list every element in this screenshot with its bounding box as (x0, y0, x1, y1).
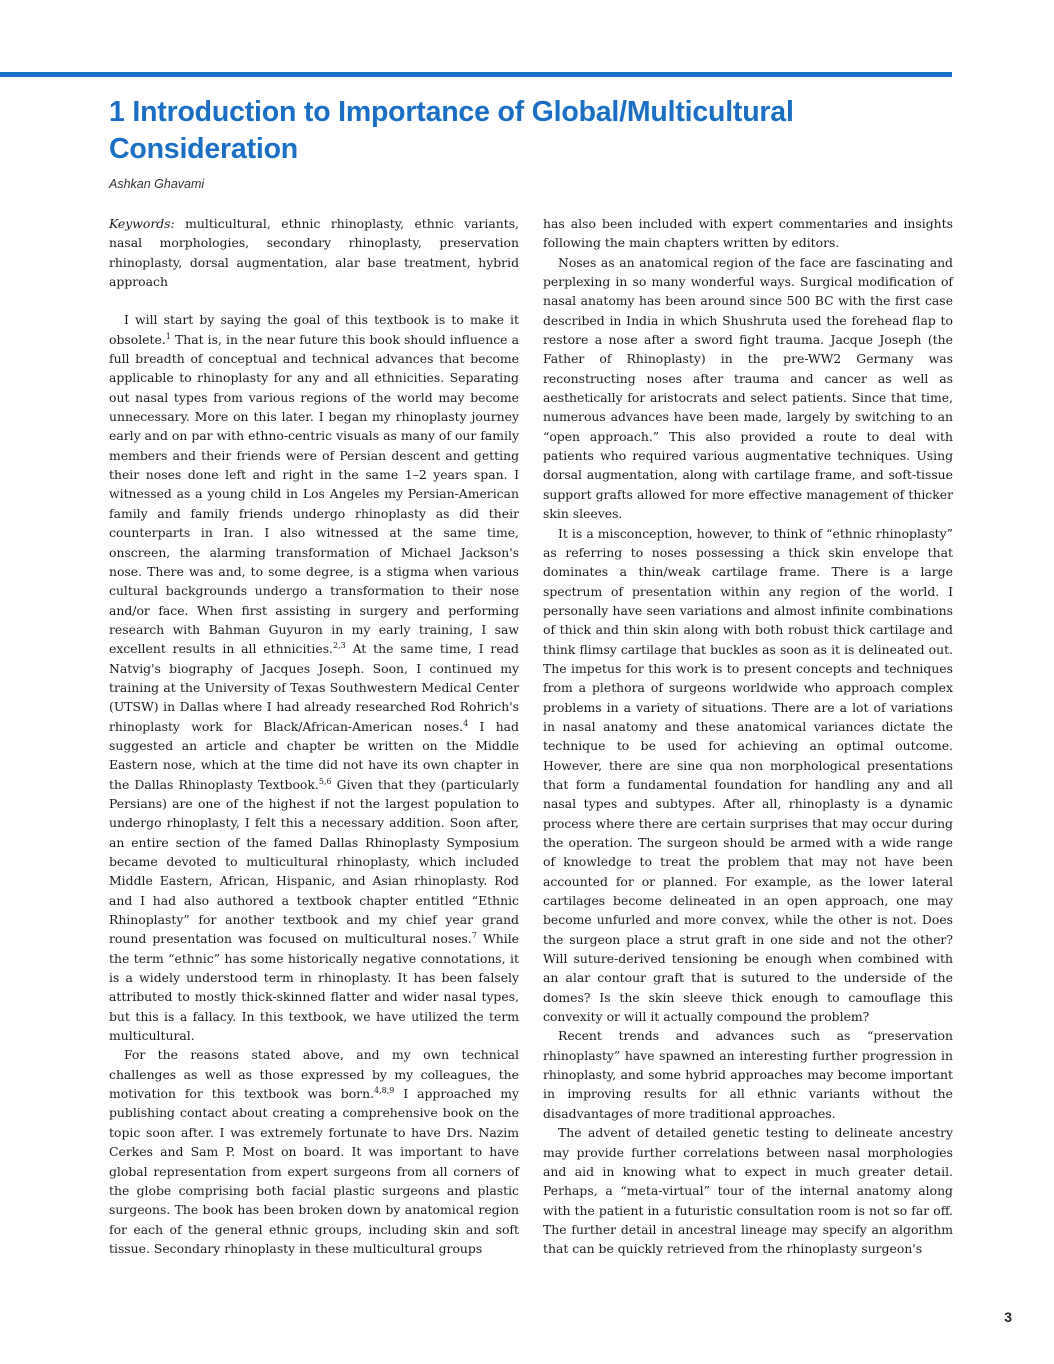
body-paragraph (109, 1045, 519, 1258)
page-number: 3 (1004, 1309, 1012, 1325)
keywords-paragraph (109, 214, 519, 291)
citation: 1 (165, 331, 171, 341)
text-run: For the reasons stated above, and my own technical challenges as well as those expressed by my colleagues, the motivation for this textbook was born. (109, 1047, 519, 1102)
text-run: That is, in the near future this book should influence a full breadth of conceptual and technical advances that become applicable to rhinoplasty for any and all ethnicities. Separating out nasal types from various regions of the world may become unnecessary. More on this later. I began my rhinoplasty journey early and on par with ethno-centric visuals as many of our family members and their friends were of Persian descent and getting their noses done left and right in the same 1–2 years span. I witnessed as a young child in Los Angeles my Persian-American family and family friends undergo rhinoplasty as did their counterparts in Iran. I also witnessed at the same time, onscreen, the alarming transformation of Michael Jackson's nose. There was and, to some degree, is a stigma when various cultural backgrounds undergo a transformation to their nose and/or face. When first assisting in surgery and performing research with Bahman Guyuron in my early training, I saw excellent results in all ethnicities. (109, 331, 519, 657)
body-paragraph: It is a misconception, however, to think of “ethnic rhinoplasty” as referring to noses possessing a thick skin envelope that dominates a thin/weak cartilage frame. There is a large spectrum of presentation within any region of the world. I personally have seen variations and almost infinite combinations of thick and thin skin along with both robust thick cartilage and think flimsy cartilage that buckles as soon as it is delineated out. The impetus for this work is to present concepts and techniques from a plethora of surgeons worldwide who approach complex problems in a variety of situations. There are a lot of variations in nasal anatomy and these anatomical variances dictate the technique to be used for achieving an optimal outcome. However, there are sine qua non morphological presentations that form a fundamental foundation for handling any and all nasal types and subtypes. After all, rhinoplasty is a dynamic process where there are certain surprises that may occur during the operation. The surgeon should be armed with a wide range of knowledge to treat the problem that may not have been accounted for or planned. For example, as the lower lateral cartilages become delineated in an open approach, one may become unfurled and more convex, while the other is not. Does the surgeon place a strut graft in one side and not the other? Will suture-derived tensioning be enough when combined with an alar contour graft that is sutured to the underside of the domes? Is the skin sleeve thick enough to camouflage this convexity or will it actually compound the problem? (543, 525, 953, 1025)
citation: 4,8,9 (374, 1086, 395, 1096)
keywords-label: Keywords: (109, 216, 175, 231)
text-run: I will start by saying the goal of this textbook is to make it obsolete. (109, 312, 519, 347)
header-rule (0, 72, 952, 77)
right-column (543, 214, 953, 1259)
body-paragraph: Recent trends and advances such as “preservation rhinoplasty” have spawned an interesting further progression in rhinoplasty, and some hybrid approaches may become important in improving results for all ethnic variants without the disadvantages of more traditional approaches. (543, 1028, 953, 1121)
text-run: I approached my publishing contact about creating a comprehensive book on the topic soon after. I was extremely fortunate to have Drs. Nazim Cerkes and Sam P. Most on board. It was important to have global representation from expert surgeons from all corners of the globe comprising both facial plastic surgeons and plastic surgeons. The book has been broken down by anatomical region for each of the general ethnic groups, including skin and soft tissue. Secondary rhinoplasty in these multicultural groups (109, 1086, 519, 1256)
citation: 7 (471, 931, 477, 941)
text-run: I had suggested an article and chapter be written on the Middle Eastern nose, which at the time did not have its own chapter in the Dallas Rhinoplasty Textbook. (109, 718, 519, 792)
chapter-author: Ashkan Ghavami (109, 177, 205, 191)
text-run: Given that they (particularly Persians) are one of the highest if not the largest population to undergo rhinoplasty, I felt this a necessary addition. Soon after, an entire section of the famed Dallas Rhinoplasty Symposium became devoted to multicultural rhinoplasty, which included Middle Eastern, African, Hispanic, and Asian rhinoplasty. Rod and I had also authored a textbook chapter entitled “Ethnic Rhinoplasty” for another textbook and my chief year grand round presentation was focused on multicultural noses. (109, 776, 519, 947)
body-paragraph (109, 310, 519, 1045)
keywords-text: multicultural, ethnic rhinoplasty, ethnic variants, nasal morphologies, secondary rhinoplasty, preservation rhinoplasty, dorsal augmentation, alar base treatment, hybrid approach (109, 216, 519, 290)
chapter-title: 1 Introduction to Importance of Global/Multicultural Consideration (109, 96, 794, 165)
citation: 5,6 (318, 776, 332, 786)
citation: 4 (463, 718, 469, 728)
left-column (109, 214, 519, 1258)
body-paragraph: The advent of detailed genetic testing to delineate ancestry may provide further correlations between nasal morphologies and aid in knowing what to expect in much greater detail. Perhaps, a “meta-virtual” tour of the internal anatomy along with the patient in a futuristic consultation room is not so far off. The further detail in ancestral lineage may specify an algorithm that can be quickly retrieved from the rhinoplasty surgeon's (543, 1125, 953, 1257)
text-run: While the term “ethnic” has some historically negative connotations, it is a widely understood term in rhinoplasty. It has been falsely attributed to mostly thick-skinned flatter and wider nasal types, but this is a fallacy. In this textbook, we have utilized the term multicultural. (109, 931, 519, 1044)
text-run: At the same time, I read Natvig's biography of Jacques Joseph. Soon, I continued my training at the University of Texas Southwestern Medical Center (UTSW) in Dallas where I had already researched Rod Rohrich's rhinoplasty work for Black/African-American noses. (109, 641, 519, 734)
body-paragraph-continued: has also been included with expert commentaries and insights following the main chapters written by editors. (543, 216, 953, 251)
citation: 2,3 (333, 641, 346, 651)
body-paragraph: Noses as an anatomical region of the face are fascinating and perplexing in so many wonderful ways. Surgical modification of nasal anatomy has been around since 500 BC with the first case described in India in which Shushruta used the forehead flap to restore a nose after a sword fight trauma. Jacque Joseph (the Father of Rhinoplasty) in the pre-WW2 Germany was reconstructing noses after trauma and cancer as well as aesthetically for aristocrats and select patients. Since that time, numerous advances have been made, largely by switching to an “open approach.” This also provided a route to deal with patients who required various augmentative techniques. Using dorsal augmentation, along with cartilage frame, and soft-tissue support grafts allowed for more effective management of thicker skin sleeves. (543, 254, 953, 522)
